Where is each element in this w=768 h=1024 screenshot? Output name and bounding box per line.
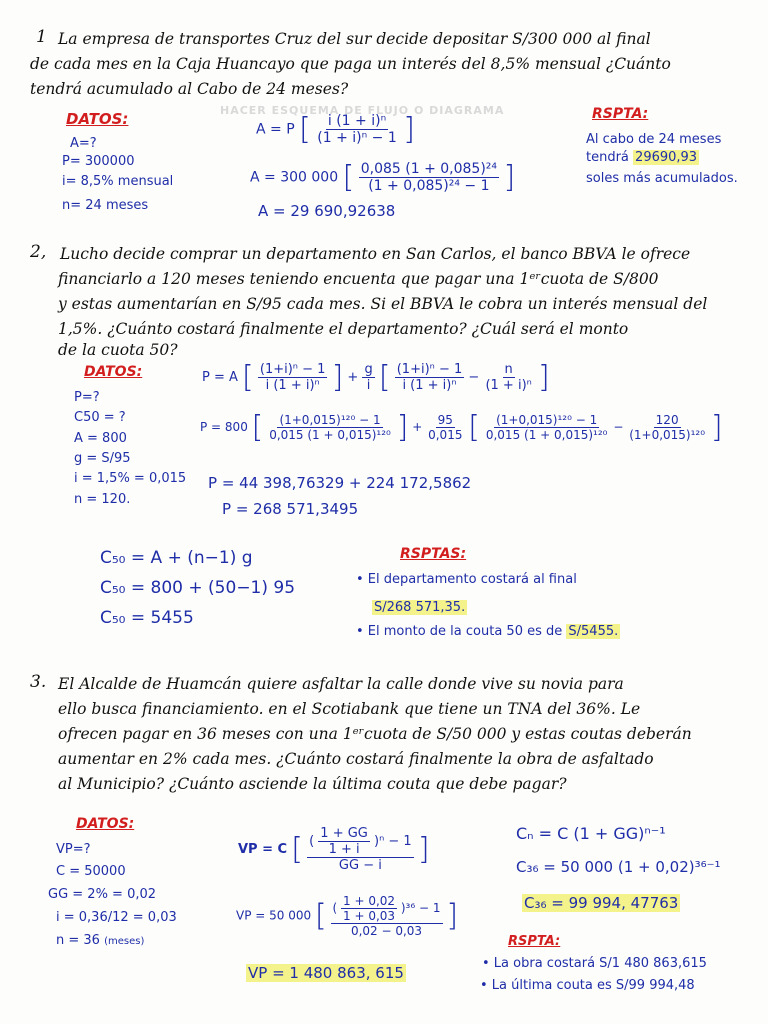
problem-2-formula: P = A [ $\frac{\text{(1+i)ⁿ − 1}}{\text{i (1 + i)ⁿ}}$ ] + $\frac{g}{i}$ [ $\frac{\text{(1+i)ⁿ − 1}}{\text{i (1 + i)ⁿ}}$ − $\frac{n}{\text{(1 + i)ⁿ}}$ ] <box>202 360 550 395</box>
problem-2-rsptas-label: RSPTAS: <box>400 546 467 562</box>
problem-1-rspta-line-1: Al cabo de 24 meses <box>586 132 722 147</box>
problem-3-line-2: ello busca financiamiento. en el Scotiabank que tiene un TNA del 36%. Le <box>58 700 641 718</box>
problem-2-cuota-line-3: C₅₀ = 5455 <box>100 608 194 628</box>
problem-1-result: A = 29 690,92638 <box>258 202 396 220</box>
problem-2-dato-i: i = 1,5% = 0,015 <box>74 471 187 486</box>
problem-3-cn-result: C₃₆ = 99 994, 47763 <box>524 894 679 912</box>
problem-1-datos-label: DATOS: <box>66 110 129 128</box>
problem-2-dato-a: A = 800 <box>74 431 127 446</box>
problem-2-rsptas-1a: • El departamento costará al final <box>356 572 577 587</box>
formula-lhs: A = P <box>256 121 295 138</box>
problem-2-substitution: P = 800 [ $\frac{\text{(1+0,015)¹²⁰ − 1}}{\text{0,015 (1 + 0,015)¹²⁰}}$ ] + $\frac{95}{0,015}$ [ $\frac{\text{(1+0,015)¹²⁰ − 1}}{\text{0,015 (1 + 0,015)¹²⁰}}$ − $\frac{120}{\text{(1+0,015)¹²⁰}}$ ] <box>200 410 723 445</box>
problem-3-line-3: ofrecen pagar en 36 meses con una 1ᵉʳcuota de S/50 000 y estas coutas deberán <box>58 725 692 743</box>
problem-3-dato-c: C = 50000 <box>56 864 126 879</box>
problem-1-formula: A = P [ $\frac{\text{i (1 + i)ⁿ}}{\text{(1 + i)ⁿ − 1}}$ ] <box>256 112 415 147</box>
problem-3-datos-label: DATOS: <box>76 816 135 832</box>
problem-3-dato-n: n = 36 (meses) <box>56 933 145 948</box>
problem-2-number: 2, <box>30 242 47 262</box>
problem-3-rspta-line-1: • La obra costará S/1 480 863,615 <box>482 956 707 971</box>
problem-3-rspta-label: RSPTA: <box>508 934 561 949</box>
problem-3-dato-vp: VP=? <box>56 842 91 857</box>
problem-3-cn-line-1: Cₙ = C (1 + GG)ⁿ⁻¹ <box>516 824 666 843</box>
problem-3-line-4: aumentar en 2% cada mes. ¿Cuánto costará finalmente la obra de asfaltado <box>58 750 654 768</box>
problem-2-step-2: P = 268 571,3495 <box>222 500 359 518</box>
problem-3-number: 3. <box>30 672 47 692</box>
problem-2-datos-label: DATOS: <box>84 364 143 380</box>
faint-watermark: HACER ESQUEMA DE FLUJO O DIAGRAMA <box>220 104 505 117</box>
problem-3-substitution: VP = 50 000 [ ( $\frac{1 + 0,02}{1 + 0,03}$ )³⁶ − 1 0,02 − 0,03 ] <box>236 894 459 938</box>
problem-2-step-1: P = 44 398,76329 + 224 172,5862 <box>208 474 472 492</box>
problem-2-rsptas-2: • El monto de la couta 50 es de S/5455. <box>356 624 619 639</box>
problem-3-cn-line-2: C₃₆ = 50 000 (1 + 0,02)³⁶⁻¹ <box>516 858 721 876</box>
problem-1-line-3: tendrá acumulado al Cabo de 24 meses? <box>30 80 349 98</box>
problem-2-cuota-line-2: C₅₀ = 800 + (50−1) 95 <box>100 578 296 598</box>
problem-1-substitution: A = 300 000 [ $\frac{\text{0,085 (1 + 0,085)²⁴}}{\text{(1 + 0,085)²⁴ − 1}}$ ] <box>250 160 516 195</box>
problem-2-line-4: 1,5%. ¿Cuánto costará finalmente el departamento? ¿Cuál será el monto <box>58 320 629 338</box>
problem-1-line-2: de cada mes en la Caja Huancayo que paga un interés del 8,5% mensual ¿Cuánto <box>30 55 671 73</box>
problem-3-dato-i: i = 0,36/12 = 0,03 <box>56 910 177 925</box>
problem-3-rspta-line-2: • La última couta es S/99 994,48 <box>480 978 695 993</box>
problem-3-dato-gg: GG = 2% = 0,02 <box>48 887 157 902</box>
problem-2-dato-c50: C50 = ? <box>74 410 126 425</box>
problem-1-dato-p: P= 300000 <box>62 154 135 169</box>
problem-2-dato-n: n = 120. <box>74 492 131 507</box>
problem-2-line-1: Lucho decide comprar un departamento en San Carlos, el banco BBVA le ofrece <box>60 245 691 263</box>
problem-2-line-2: financiarlo a 120 meses teniendo encuenta que pagar una 1ᵉʳcuota de S/800 <box>58 270 659 288</box>
problem-2-line-5: de la cuota 50? <box>58 341 178 359</box>
problem-1-dato-n: n= 24 meses <box>62 198 149 213</box>
problem-3-result: VP = 1 480 863, 615 <box>248 964 404 982</box>
problem-1-dato-a: A=? <box>70 136 97 151</box>
problem-1-rspta-line-2: tendrá 29690,93 <box>586 150 698 165</box>
problem-1-rspta-label: RSPTA: <box>592 106 649 122</box>
problem-2-dato-p: P=? <box>74 390 100 405</box>
problem-1-dato-i: i= 8,5% mensual <box>62 174 174 189</box>
problem-1-number: 1 <box>36 27 47 47</box>
problem-3-line-5: al Municipio? ¿Cuánto asciende la última couta que debe pagar? <box>58 775 567 793</box>
problem-2-line-3: y estas aumentarían en S/95 cada mes. Si el BBVA le cobra un interés mensual del <box>58 295 708 313</box>
problem-3-formula: VP = C [ ( $\frac{1 + GG}{1 + i}$ )ⁿ − 1 GG − i ] <box>238 826 430 873</box>
problem-2-dato-g: g = S/95 <box>74 451 131 466</box>
problem-1-rspta-highlight: 29690,93 <box>635 150 698 165</box>
problem-2-rsptas-1b: S/268 571,35. <box>374 600 466 615</box>
problem-1-rspta-line-3: soles más acumulados. <box>586 171 738 186</box>
formula-fraction: $\frac{\text{i (1 + i)ⁿ}}{\text{(1 + i)ⁿ − 1}}$ <box>317 113 397 146</box>
problem-2-cuota-line-1: C₅₀ = A + (n−1) g <box>100 548 253 568</box>
problem-3-line-1: El Alcalde de Huamcán quiere asfaltar la calle donde vive su novia para <box>58 675 624 693</box>
problem-1-line-1: La empresa de transportes Cruz del sur decide depositar S/300 000 al final <box>58 30 651 48</box>
